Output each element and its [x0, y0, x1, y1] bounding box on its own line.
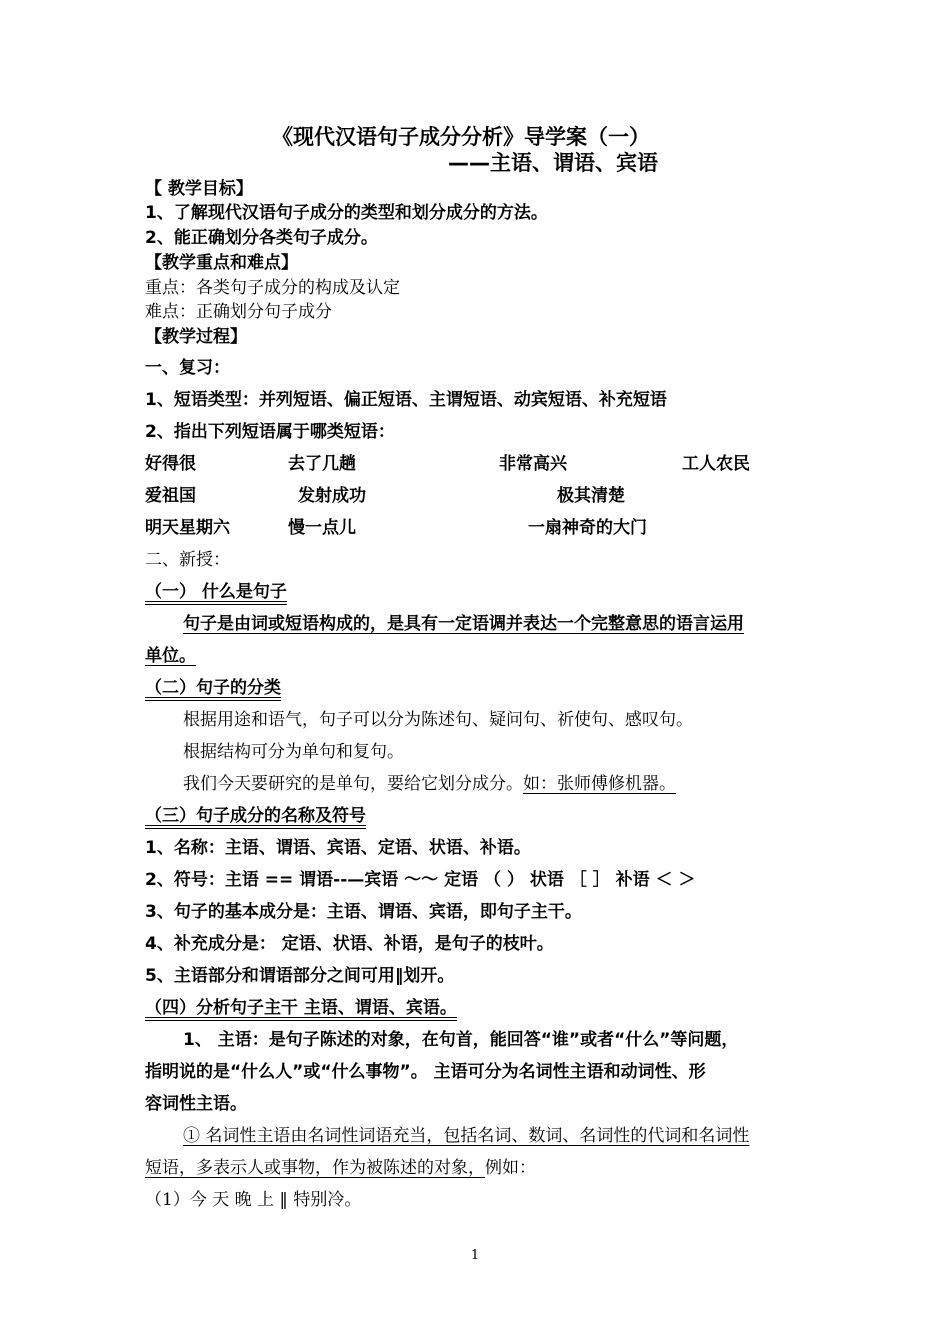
- definition-text: 句子是由词或短语构成的，是具有一定语调并表达一个完整意思的语言运用: [183, 614, 744, 634]
- key-point-focus: 重点：各类句子成分的构成及认定: [145, 278, 400, 298]
- paragraph: [145, 1157, 536, 1179]
- example-text: 如：张师傅修机器。: [523, 774, 676, 794]
- paragraph: 根据用途和语气，句子可以分为陈述句、疑问句、祈使句、感叹句。: [183, 710, 693, 730]
- process-heading: 【教学过程】: [145, 327, 247, 347]
- example-sentence: （1）今 天 晚 上 ‖ 特别冷。: [145, 1190, 362, 1210]
- phrase: 慢一点儿: [288, 518, 356, 538]
- review-heading: 一、复习：: [145, 358, 230, 378]
- key-points-heading: 【教学重点和难点】: [145, 253, 298, 273]
- list-item: 4、补充成分是： 定语、状语、补语，是句子的枝叶。: [145, 934, 554, 954]
- paragraph-text: 短语，多表示人或事物，作为被陈述的对象，: [145, 1158, 485, 1178]
- phrase: 明天星期六: [145, 518, 230, 538]
- page-number: 1: [470, 1248, 480, 1263]
- section-heading: （三）句子成分的名称及符号: [145, 806, 366, 826]
- phrase: 非常高兴: [499, 454, 567, 474]
- paragraph-text: 我们今天要研究的是单句，要给它划分成分。: [183, 774, 523, 794]
- page-title: 《现代汉语句子成分分析》导学案（一）: [272, 125, 650, 149]
- phrase: 工人农民: [682, 454, 750, 474]
- review-item: 2、指出下列短语属于哪类短语：: [145, 422, 395, 442]
- phrase: 去了几趟: [288, 454, 356, 474]
- phrase: 发射成功: [298, 486, 366, 506]
- paragraph: 根据结构可分为单句和复句。: [183, 742, 404, 762]
- list-item: 3、句子的基本成分是：主语、谓语、宾语，即句子主干。: [145, 902, 582, 922]
- paragraph: ① 名词性主语由名词性词语充当，包括名词、数词、名词性的代词和名词性: [183, 1126, 750, 1146]
- example-lead: 例如：: [485, 1158, 536, 1178]
- objective-item: 2、能正确划分各类句子成分。: [145, 228, 378, 248]
- objectives-heading: 【 教学目标】: [145, 179, 253, 199]
- paragraph: 指明说的是“什么人”或“什么事物”。 主语可分为名词性主语和动词性、形: [145, 1062, 706, 1082]
- phrase: 爱祖国: [145, 486, 196, 506]
- review-item: 1、短语类型：并列短语、偏正短语、主谓短语、动宾短语、补充短语: [145, 390, 667, 410]
- list-item: 1、名称：主语、谓语、宾语、定语、状语、补语。: [145, 838, 531, 858]
- paragraph: [183, 773, 676, 795]
- phrase: 极其清楚: [557, 486, 625, 506]
- phrase: 一扇神奇的大门: [528, 518, 647, 538]
- section-heading: （一） 什么是句子: [145, 582, 287, 602]
- new-lesson-heading: 二、新授：: [145, 550, 230, 570]
- key-point-difficulty: 难点：正确划分句子成分: [145, 302, 332, 322]
- definition-text: 单位。: [145, 646, 196, 666]
- page-subtitle: ——主语、谓语、宾语: [448, 151, 658, 175]
- list-item: 5、主语部分和谓语部分之间可用‖划开。: [145, 966, 455, 986]
- list-item: 2、符号：主语 == 谓语--—宾语 ～～ 定语 （ ） 状语 ［ ］ 补语 ＜ ＞: [145, 870, 696, 890]
- section-heading: （二）句子的分类: [145, 678, 281, 698]
- section-heading: （四）分析句子主干 主语、谓语、宾语。: [145, 998, 457, 1018]
- phrase: 好得很: [145, 454, 196, 474]
- objective-item: 1、了解现代汉语句子成分的类型和划分成分的方法。: [145, 203, 548, 223]
- paragraph: 1、 主语：是句子陈述的对象，在句首，能回答“谁”或者“什么”等问题，: [183, 1030, 739, 1050]
- paragraph: 容词性主语。: [145, 1094, 247, 1114]
